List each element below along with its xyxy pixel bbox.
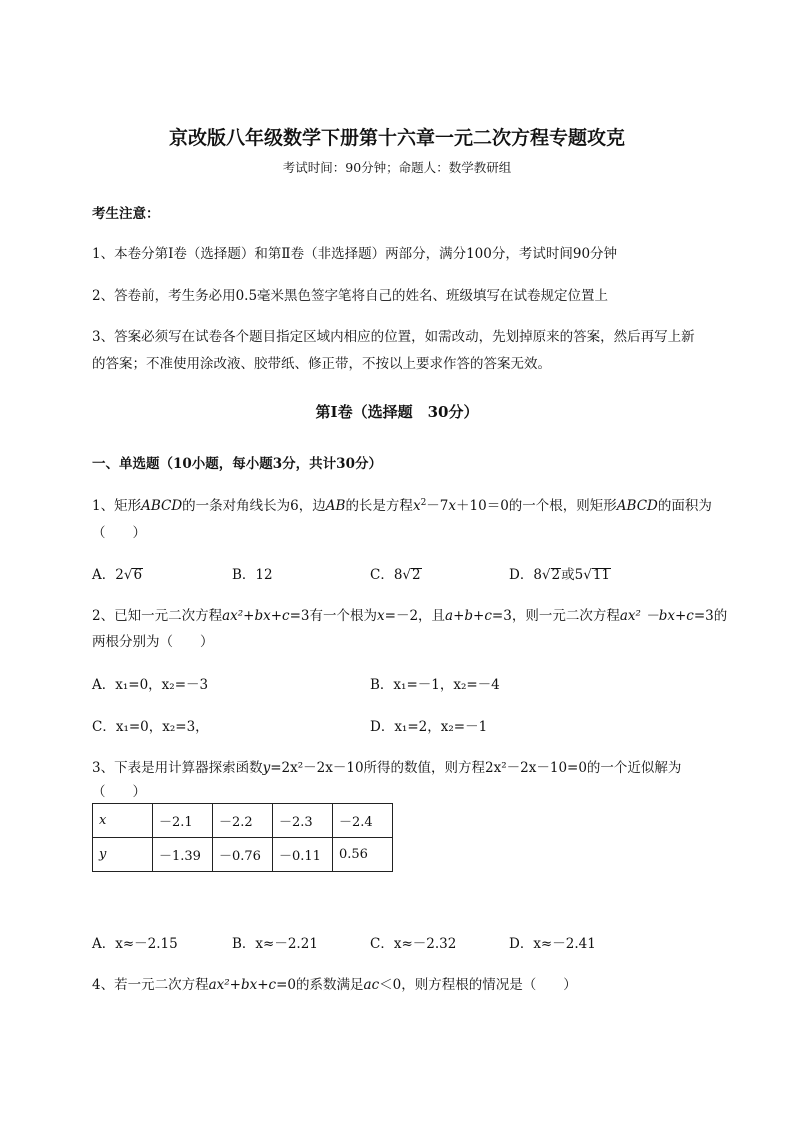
table-cell: －0.11 [273, 838, 333, 872]
notice-item-1: 1、本卷分第I卷（选择题）和第Ⅱ卷（非选择题）两部分，满分100分，考试时间90分钟 [92, 246, 618, 262]
table-cell: －0.76 [213, 838, 273, 872]
question-1-option-d[interactable]: D．8√2或5√11 [509, 567, 611, 583]
question-4-stem: 4、若一元二次方程ax²+bx+c=0的系数满足ac＜0，则方程根的情况是（ ） [92, 977, 577, 993]
question-2-option-c[interactable]: C．x₁=0，x₂=3， [92, 719, 209, 735]
table-cell: y [93, 838, 153, 872]
table-cell: 0.56 [333, 838, 393, 872]
table-cell: －2.1 [153, 804, 213, 838]
question-2-option-d[interactable]: D．x₁=2，x₂=－1 [370, 719, 488, 735]
table-cell: x [93, 804, 153, 838]
question-2-stem-line2: 两根分别为（ ） [92, 634, 214, 650]
question-3-option-b[interactable]: B．x≈－2.21 [232, 936, 318, 952]
section-title: 第I卷（选择题 30分） [315, 403, 479, 421]
question-3-option-d[interactable]: D．x≈－2.41 [509, 936, 596, 952]
page-title: 京改版八年级数学下册第十六章一元二次方程专题攻克 [168, 127, 625, 149]
value-table [92, 803, 393, 872]
question-3-blank: （ ） [92, 784, 146, 800]
question-1-blank: （ ） [92, 525, 146, 541]
notice-item-3-line1: 3、答案必须写在试卷各个题目指定区域内相应的位置，如需改动，先划掉原来的答案，然后再写上新 [92, 329, 695, 345]
notice-item-3-line2: 的答案；不准使用涂改液、胶带纸、修正带，不按以上要求作答的答案无效。 [92, 356, 551, 372]
exam-info: 考试时间：90分钟；命题人：数学教研组 [282, 160, 512, 175]
question-1-option-a[interactable]: A．2√6 [92, 567, 143, 583]
question-1-option-c[interactable]: C．8√2 [370, 567, 421, 583]
notice-item-2: 2、答卷前，考生务必用0.5毫米黑色签字笔将自己的姓名、班级填写在试卷规定位置上 [92, 288, 609, 304]
question-3-stem: 3、下表是用计算器探索函数y=2x²－2x－10所得的数值，则方程2x²－2x－10=0的一个近似解为 [92, 760, 682, 776]
table-cell: －2.2 [213, 804, 273, 838]
question-2-stem: 2、已知一元二次方程ax²+bx+c=3有一个根为x=－2，且a+b+c=3，则一元二次方程ax² －bx+c=3的 [92, 608, 728, 624]
question-3-option-a[interactable]: A．x≈－2.15 [92, 936, 178, 952]
question-1-stem: 1、矩形ABCD的一条对角线长为6，边AB的长是方程$x^2-7x+10=0$的一个根，则矩形ABCD的面积为 [92, 498, 712, 514]
question-2-option-a[interactable]: A．x₁=0，x₂=－3 [92, 677, 209, 693]
table-cell: －2.4 [333, 804, 393, 838]
table-row [93, 804, 393, 838]
question-3-option-c[interactable]: C．x≈－2.32 [370, 936, 457, 952]
table-cell: －2.3 [273, 804, 333, 838]
notice-heading: 考生注意： [92, 206, 160, 222]
question-2-option-b[interactable]: B．x₁=－1，x₂=－4 [370, 677, 500, 693]
part-heading: 一、单选题（10小题，每小题3分，共计30分） [92, 456, 382, 472]
table-cell: －1.39 [153, 838, 213, 872]
table-row [93, 838, 393, 872]
question-1-option-b[interactable]: B．12 [232, 567, 273, 583]
